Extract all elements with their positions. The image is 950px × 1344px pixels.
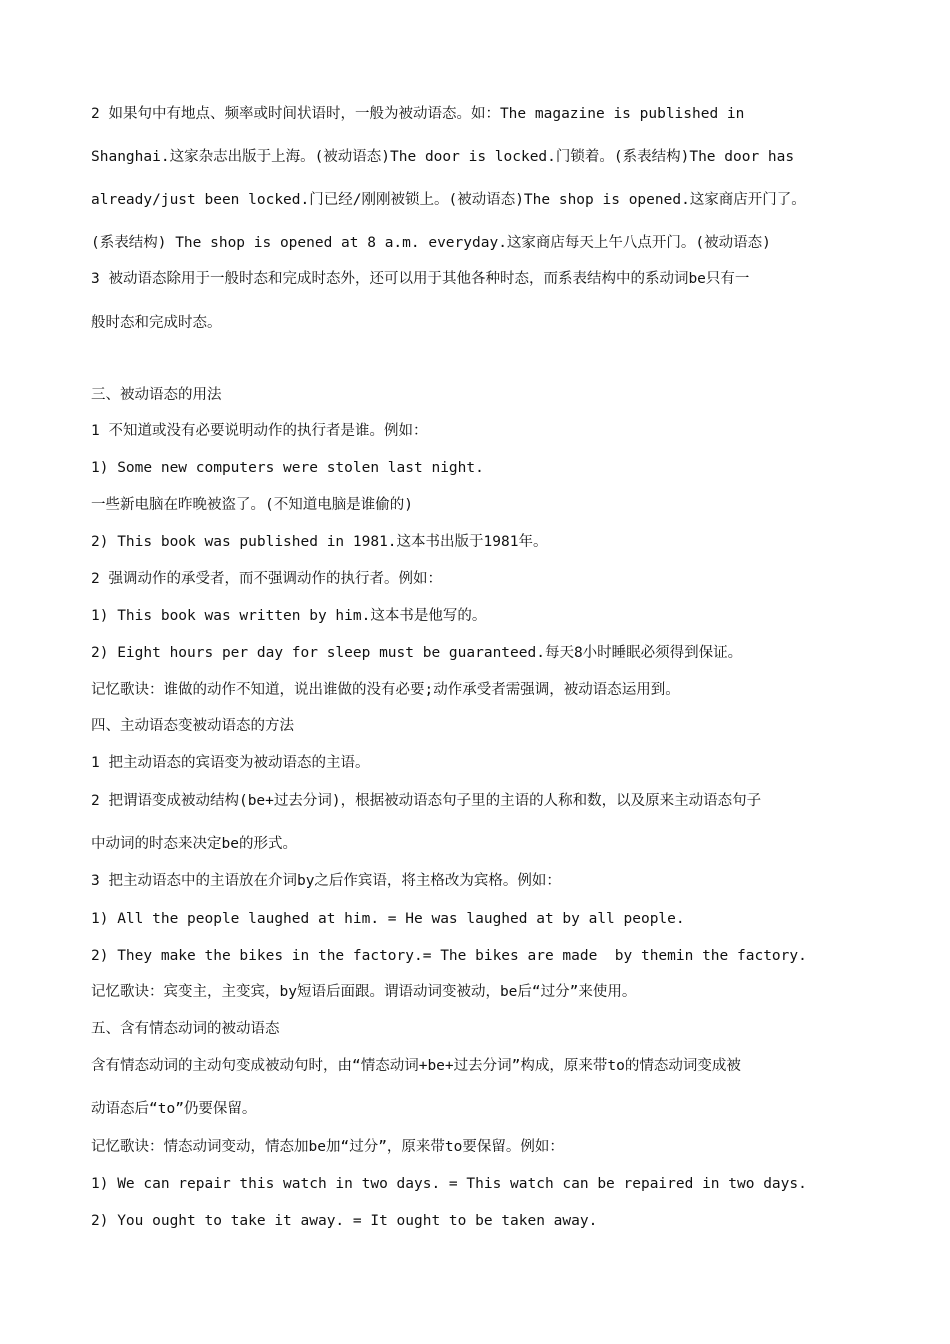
example-line: 1) We can repair this watch in two days. = This watch can be repaired in two days. [91,1176,807,1192]
section-heading: 五、含有情态动词的被动语态 [91,1021,280,1037]
text-line: 2 强调动作的承受者，而不强调动作的执行者。例如： [91,571,442,587]
text-line: 1 不知道或没有必要说明动作的执行者是谁。例如： [91,423,428,439]
text-line: 中动词的时态来决定be的形式。 [91,836,297,852]
text-line: 1 把主动语态的宾语变为被动语态的主语。 [91,755,370,771]
text-line: 一些新电脑在昨晚被盗了。(不知道电脑是谁偷的) [91,497,413,513]
section-heading: 三、被动语态的用法 [91,387,222,403]
text-line: 般时态和完成时态。 [91,315,222,331]
example-line: 1) All the people laughed at him. = He was laughed at by all people. [91,911,685,927]
text-line: 动语态后“to”仍要保留。 [91,1101,257,1117]
example-line: 1) This book was written by him.这本书是他写的。 [91,608,487,624]
mnemonic-line: 记忆歌诀：情态动词变动，情态加be加“过分”，原来带to要保留。例如： [91,1139,564,1155]
text-line: 2 把谓语变成被动结构(be+过去分词)，根据被动语态句子里的主语的人称和数，以及原来主动语态句子 [91,793,762,809]
text-line: already/just been locked.门已经/刚刚被锁上。(被动语态)The shop is opened.这家商店开门了。 [91,192,806,208]
example-line: 2) This book was published in 1981.这本书出版于1981年。 [91,534,548,550]
section-heading: 四、主动语态变被动语态的方法 [91,718,294,734]
mnemonic-line: 记忆歌诀：谁做的动作不知道，说出谁做的没有必要;动作承受者需强调，被动语态运用到。 [91,682,680,698]
text-line: (系表结构) The shop is opened at 8 a.m. everyday.这家商店每天上午八点开门。(被动语态) [91,235,771,251]
example-line: 2) You ought to take it away. = It ought to be taken away. [91,1213,598,1229]
example-line: 1) Some new computers were stolen last night. [91,460,484,476]
example-line: 2) Eight hours per day for sleep must be guaranteed.每天8小时睡眠必须得到保证。 [91,645,743,661]
text-line: 2 如果句中有地点、频率或时间状语时，一般为被动语态。如：The magazine is published in [91,106,745,122]
text-line: 含有情态动词的主动句变成被动句时，由“情态动词+be+过去分词”构成，原来带to的情态动词变成被 [91,1058,741,1074]
mnemonic-line: 记忆歌诀：宾变主，主变宾，by短语后面跟。谓语动词变被动，be后“过分”来使用。 [91,984,637,1000]
text-line: 3 被动语态除用于一般时态和完成时态外，还可以用于其他各种时态，而系表结构中的系动词be只有一 [91,271,750,287]
text-line: Shanghai.这家杂志出版于上海。(被动语态)The door is locked.门锁着。(系表结构)The door has [91,149,795,165]
example-line: 2) They make the bikes in the factory.= The bikes are made by themin the factory. [91,948,807,964]
text-line: 3 把主动语态中的主语放在介词by之后作宾语，将主格改为宾格。例如： [91,873,561,889]
